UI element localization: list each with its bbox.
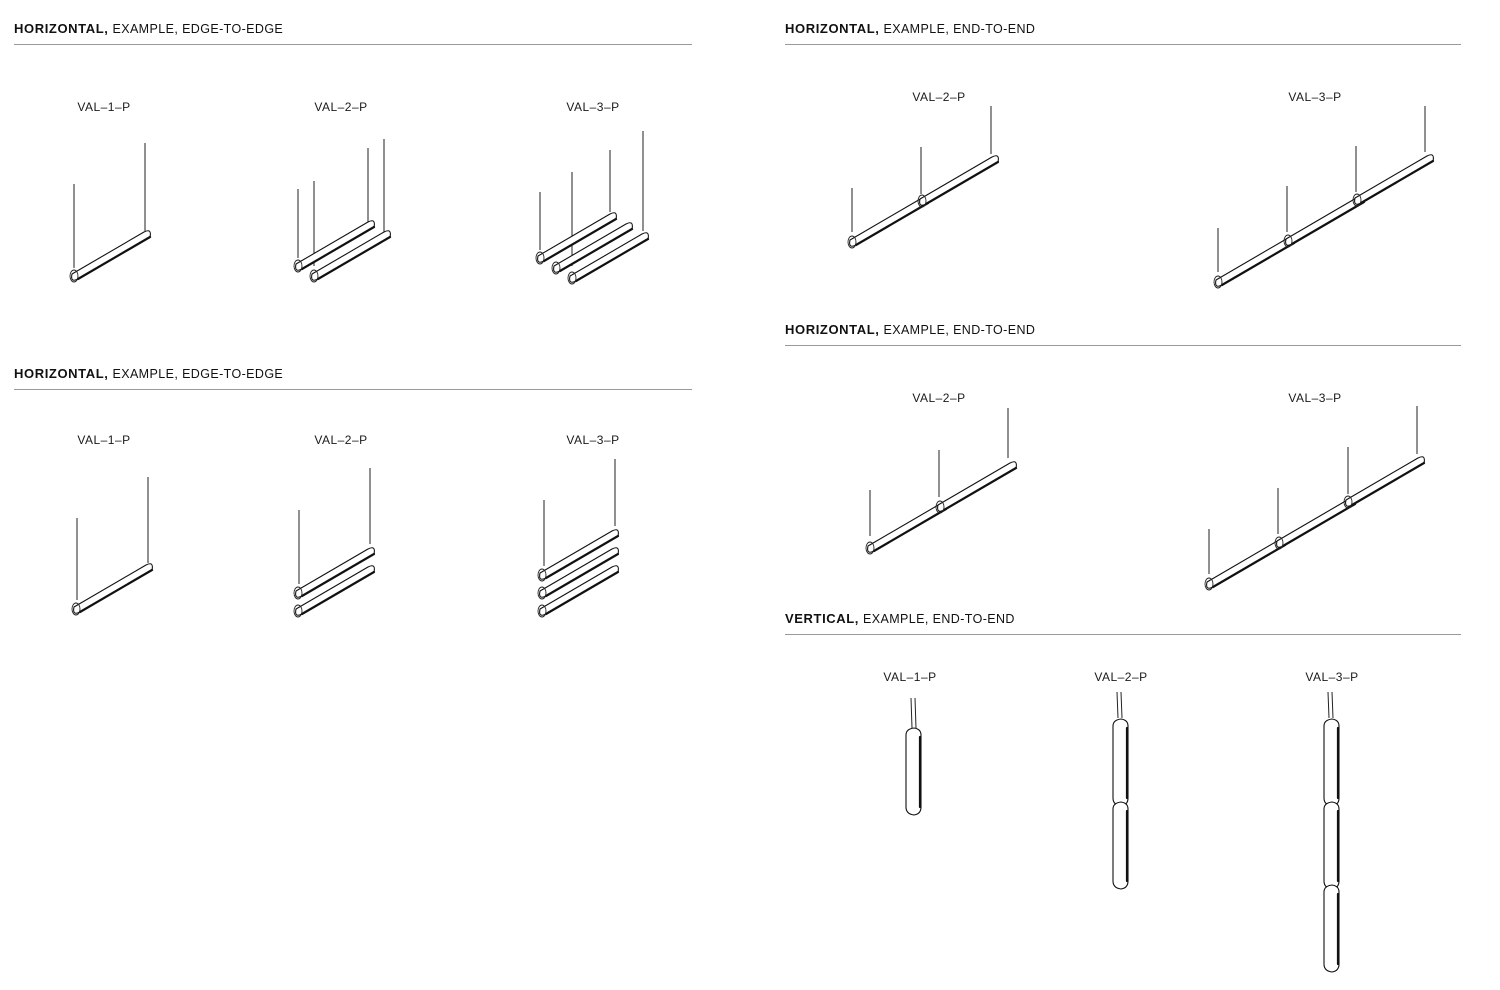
section-title-rest: EXAMPLE, END-TO-END (883, 323, 1036, 337)
drawing-val-1-p-vertical (906, 698, 921, 815)
drawing-val-2-p-vertical (1113, 692, 1128, 889)
drawing-val-3-p-edge-b (538, 459, 618, 617)
drawing-val-3-p-edge-a (536, 131, 648, 284)
drawing-val-3-p-vertical (1324, 692, 1339, 972)
drawing-val-2-p-end-a (848, 106, 998, 248)
model-label: VAL–3–P (1305, 670, 1359, 684)
section-title-strong: VERTICAL, (785, 611, 860, 626)
section-title-strong: HORIZONTAL, (14, 366, 109, 381)
model-label: VAL–3–P (566, 100, 620, 114)
drawing-val-1-p-edge-b (72, 477, 152, 615)
drawing-val-2-p-end-b (866, 408, 1016, 554)
section-title-rest: EXAMPLE, END-TO-END (863, 612, 1015, 626)
drawing-val-3-p-end-b (1205, 406, 1424, 590)
model-label: VAL–1–P (77, 433, 131, 447)
model-label: VAL–1–P (77, 100, 131, 114)
drawing-val-3-p-end-a (1214, 106, 1433, 288)
section-title-strong: HORIZONTAL, (14, 21, 109, 36)
section-title-strong: HORIZONTAL, (785, 21, 880, 36)
model-label: VAL–2–P (1094, 670, 1148, 684)
model-label: VAL–3–P (566, 433, 620, 447)
model-label: VAL–2–P (912, 90, 966, 104)
section-title-rest: EXAMPLE, EDGE-TO-EDGE (112, 367, 284, 381)
section-title-strong: HORIZONTAL, (785, 322, 880, 337)
drawing-val-2-p-edge-b (294, 468, 374, 617)
model-label: VAL–1–P (883, 670, 937, 684)
model-label: VAL–3–P (1288, 391, 1342, 405)
drawing-val-2-p-edge-a (294, 139, 390, 282)
model-label: VAL–3–P (1288, 90, 1342, 104)
model-label: VAL–2–P (314, 433, 368, 447)
drawing-val-1-p-edge-a (70, 143, 150, 282)
model-label: VAL–2–P (314, 100, 368, 114)
model-label: VAL–2–P (912, 391, 966, 405)
section-title-rest: EXAMPLE, EDGE-TO-EDGE (112, 22, 284, 36)
section-title-rest: EXAMPLE, END-TO-END (883, 22, 1036, 36)
